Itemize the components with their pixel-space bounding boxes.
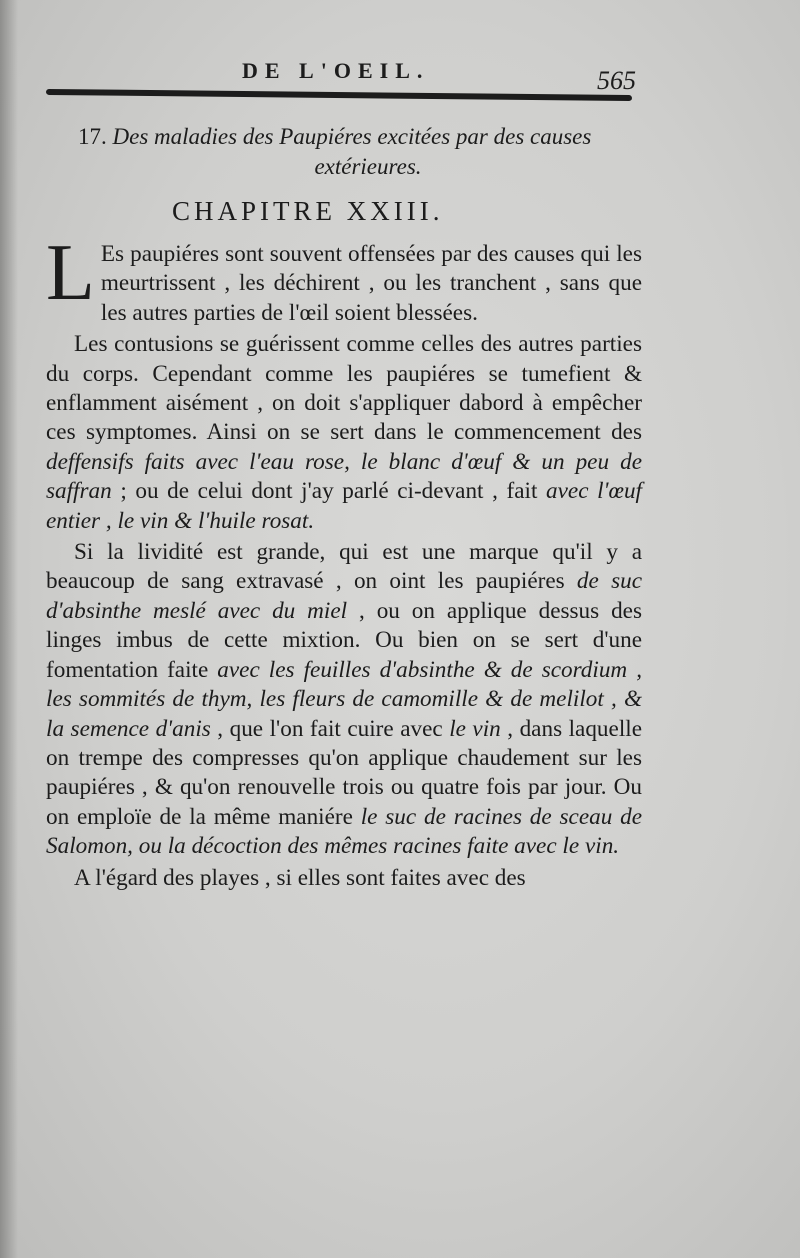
paragraph-2-seg-4: avec l'œuf entier , le vin & l'huile rosat. [46,478,642,534]
paragraph-3-seg-3: , ou on applique dessus des linges imbus de cette mixtion. Ou bien on se sert d'une fomentation faite [46,597,642,683]
paragraph-1-text: Es paupiéres sont souvent offensées par des causes qui les meurtrissent , les déchirent , ou les tranchent , sans que les autres parties de l'œil soient blessées. [100,241,642,326]
paragraph-3-seg-2: de suc d'absinthe meslé avec du miel [46,568,642,624]
section-number: 17. [78,124,107,149]
drop-cap: L [46,229,95,317]
paragraph-3-seg-5: , que l'on fait cuire avec [210,715,450,742]
paragraph-3-seg-4: avec les feuilles d'absinthe & de scordium , les sommités de thym, les fleurs de camomille & de melilot , & la semence d'anis [46,656,642,742]
paragraph-3-seg-7: , dans laquelle on trempe des compresses qu'on applique chaudement sur les paupiéres , & qu'on renouvelle trois ou quatre fois par jour. Ou on emploïe de la même maniére [46,715,642,830]
paragraph-2-seg-3: ; ou de celui dont j'ay parlé ci-devant , fait [111,478,547,505]
paragraph-3 [46,538,642,861]
section-title [78,122,638,182]
body-text [46,229,642,893]
paragraph-2 [46,330,642,536]
paragraph-3-seg-6: le vin [449,715,501,742]
running-title: DE L'OEIL. [242,58,430,83]
chapter-heading: CHAPITRE XXIII. [172,196,444,226]
page-gutter-shadow [0,0,18,1258]
paragraph-4-text: A l'égard des playes , si elles sont faites avec des [74,864,526,891]
running-head [0,52,800,95]
paragraph-1 [46,229,642,328]
paragraph-3-seg-8: le suc de racines de sceau de Salomon, ou la décoction des mêmes racines faite avec le vin. [46,803,642,860]
paragraph-3-seg-1: Si la lividité est grande, qui est une marque qu'il y a beaucoup de sang extravasé , on oint les paupiéres [46,539,642,595]
section-title-line2: extérieures. [314,154,422,179]
paragraph-4 [46,864,642,893]
page-number: 565 [597,66,636,95]
paragraph-2-seg-1: Les contusions se guérissent comme celles des autres parties du corps. Cependant comme les paupiéres se tumefient & enflamment aisément , on doit s'appliquer dabord à empêcher ces symptomes. Ainsi on se sert dans le commencement des [46,331,642,446]
paragraph-2-seg-2: deffensifs faits avec l'eau rose, le blanc d'œuf & un peu de saffran [46,448,642,505]
section-title-line1: Des maladies des Paupiéres excitées par des causes [112,124,592,149]
